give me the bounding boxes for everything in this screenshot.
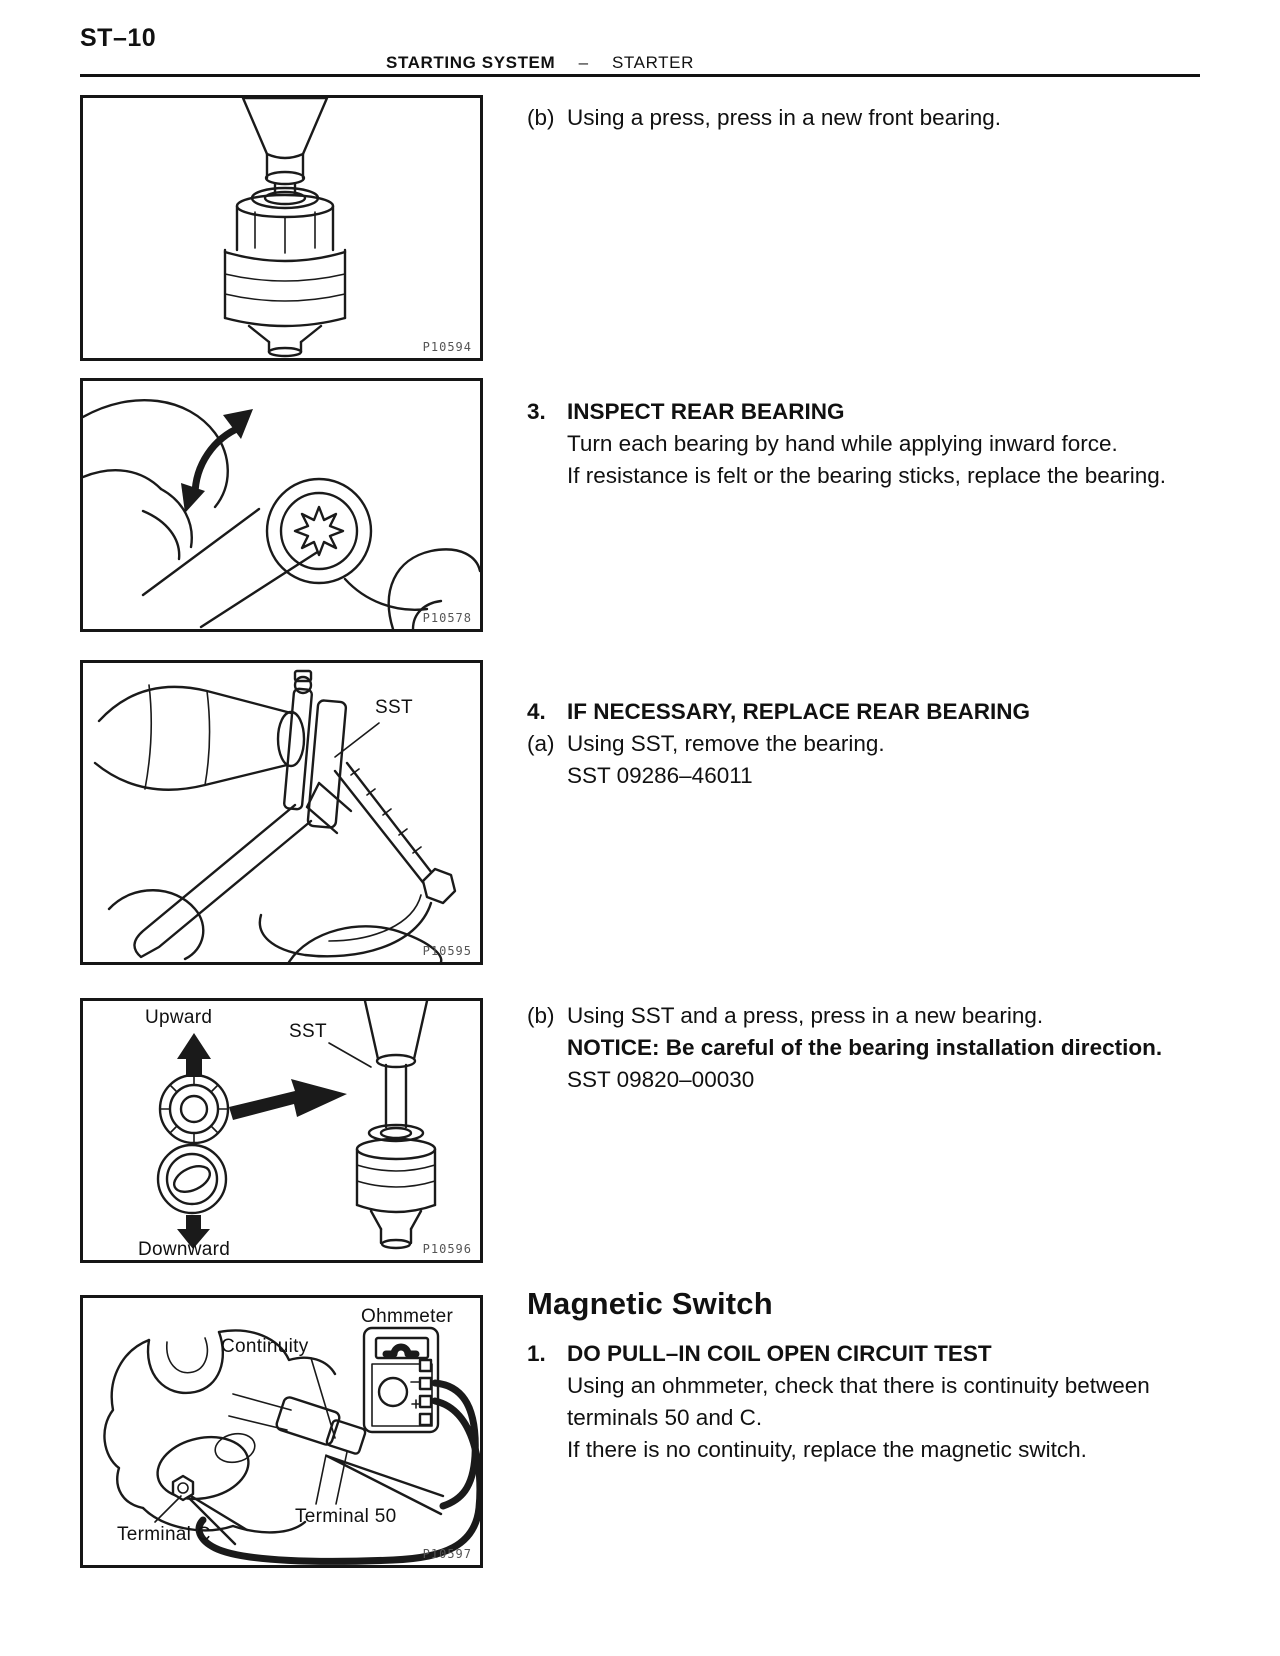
pull-in-coil-line2: terminals 50 and C. (567, 1405, 763, 1430)
magnetic-switch-title: Magnetic Switch (527, 1286, 773, 1321)
step-inspect-rear-line1: Turn each bearing by hand while applying inward force. (567, 431, 1118, 456)
figure-remove-rear-bearing (80, 660, 483, 965)
step-replace-rear-a (527, 728, 1200, 759)
sst-number: SST 09286–46011 (567, 763, 753, 788)
step-heading: IF NECESSARY, REPLACE REAR BEARING (567, 699, 1030, 724)
sst-label: SST (289, 1021, 327, 1042)
step-text: Using SST, remove the bearing. (567, 731, 885, 756)
downward-label: Downward (138, 1239, 231, 1260)
header-rule (80, 74, 1200, 77)
step-number: 1. (527, 1341, 546, 1366)
notice-text: NOTICE: Be careful of the bearing installation direction. (567, 1035, 1163, 1060)
sst-label: SST (375, 697, 413, 718)
continuity-label: Continuity (221, 1336, 309, 1357)
step-marker: (b) (527, 1003, 555, 1028)
page-code: ST–10 (80, 24, 157, 52)
step-marker: (b) (527, 105, 555, 130)
running-header-section: STARTING SYSTEM (386, 53, 556, 72)
figure-code: P10596 (422, 1242, 472, 1256)
running-header-subsection: STARTER (611, 53, 694, 72)
figure-press-front-bearing (80, 95, 483, 361)
step-front-bearing-b (527, 102, 1200, 133)
install-rear-bearing-illustration (83, 1001, 480, 1260)
figure-pull-in-coil-test (80, 1295, 483, 1568)
figure-code: P10578 (422, 611, 472, 625)
step-number: 4. (527, 699, 546, 724)
figure-code: P10594 (422, 340, 472, 354)
figure-code: P10597 (422, 1547, 472, 1561)
pull-in-coil-line1: Using an ohmmeter, check that there is continuity between (567, 1373, 1150, 1398)
pull-in-coil-line3: If there is no continuity, replace the magnetic switch. (567, 1437, 1087, 1462)
step-heading: INSPECT REAR BEARING (567, 399, 845, 424)
figure-install-rear-bearing (80, 998, 483, 1263)
step-pull-in-coil-heading (527, 1338, 1200, 1369)
step-marker: (a) (527, 731, 555, 756)
running-header-separator: – (578, 53, 589, 72)
step-heading: DO PULL–IN COIL OPEN CIRCUIT TEST (567, 1341, 992, 1366)
step-replace-rear-heading (527, 696, 1200, 727)
step-replace-rear-b (527, 1000, 1200, 1031)
terminal-50-label: Terminal 50 (295, 1506, 397, 1527)
upward-label: Upward (145, 1007, 213, 1028)
sst-number: SST 09820–00030 (567, 1067, 755, 1092)
terminal-c-label: Terminal C (117, 1524, 211, 1545)
step-inspect-rear-heading (527, 396, 1200, 427)
step-text: Using SST and a press, press in a new bearing. (567, 1003, 1044, 1028)
figure-code: P10595 (422, 944, 472, 958)
inspect-rear-bearing-illustration (83, 381, 480, 629)
step-inspect-rear-line2: If resistance is felt or the bearing sticks, replace the bearing. (567, 463, 1167, 488)
figure-inspect-rear-bearing (80, 378, 483, 632)
step-number: 3. (527, 399, 546, 424)
press-front-bearing-illustration (83, 98, 480, 358)
step-text: Using a press, press in a new front bearing. (567, 105, 1001, 130)
ohmmeter-label: Ohmmeter (361, 1306, 454, 1327)
running-header (0, 53, 1080, 73)
remove-rear-bearing-illustration (83, 663, 480, 962)
